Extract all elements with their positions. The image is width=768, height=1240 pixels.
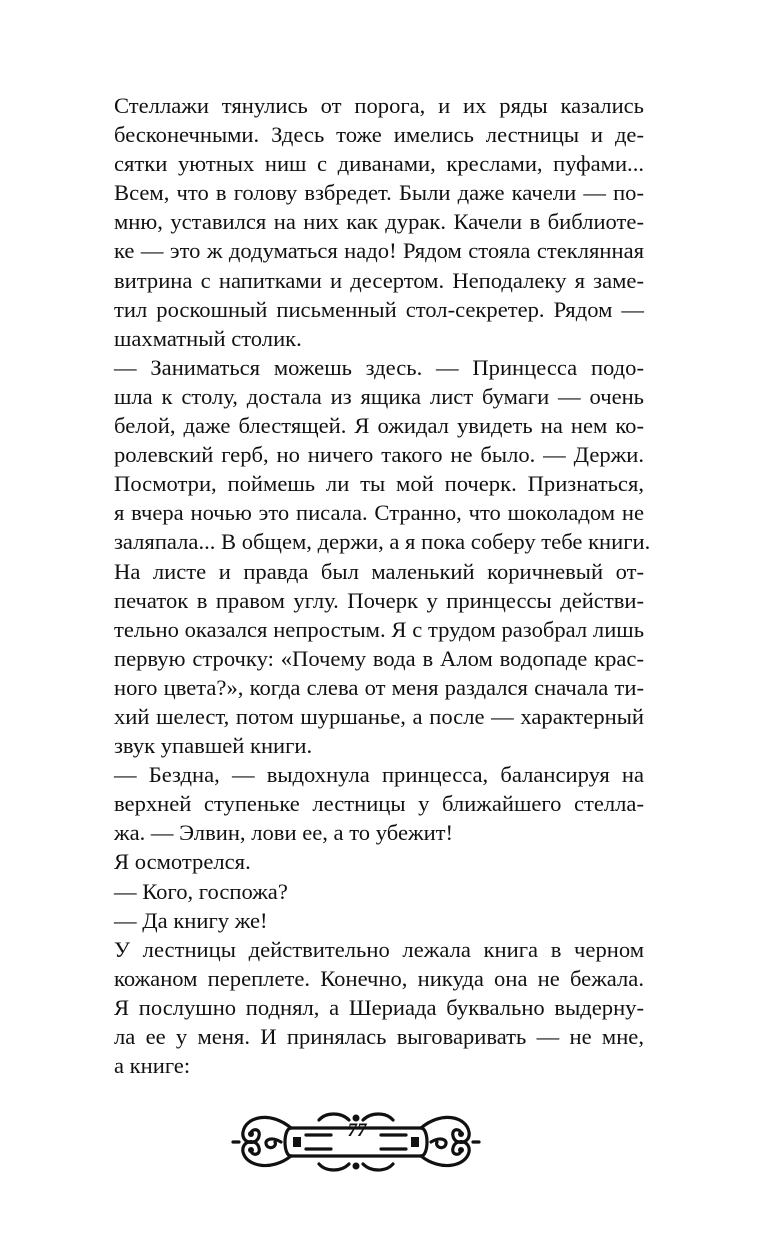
text-line: ке — это ж додуматься надо! Рядом стояла стеклянная xyxy=(114,238,644,264)
text-line: ла ее у меня. И принялась выговаривать — не мне, xyxy=(114,1024,644,1049)
text-line: Я послушно поднял, а Шериада буквально выдерну- xyxy=(114,994,644,1020)
text-line: печаток в правом углу. Почерк у принцессы действи- xyxy=(114,587,644,613)
text-line: тил роскошный письменный стол-секретер. Рядом — xyxy=(114,296,644,322)
paragraph-first-line: Я осмотрелся. xyxy=(114,849,251,875)
text-line: хий шелест, потом шуршанье, а после — характерный xyxy=(114,703,644,729)
text-line: ного цвета?», когда слева от меня раздался сначала ти- xyxy=(114,674,644,700)
text-line: звук упавшей книги. xyxy=(114,733,313,759)
text-line: шла к столу, достала из ящика лист бумаги — очень xyxy=(114,383,644,409)
paragraph-first-line: Стеллажи тянулись от порога, и их ряды казались xyxy=(114,93,644,118)
text-line: белой, даже блестящей. Я ожидал увидеть на нем ко- xyxy=(114,413,644,439)
paragraph-first-line: — Кого, госпожа? xyxy=(114,878,288,904)
page-number: 77 xyxy=(347,1120,367,1141)
text-line: жа. — Элвин, лови ее, а то убежит! xyxy=(114,820,454,846)
text-line: сятки уютных ниш с диванами, креслами, пуфами... xyxy=(114,151,644,177)
text-line: мню, уставился на них как дурак. Качели в библиоте- xyxy=(114,209,644,235)
paragraph-first-line: У лестницы действительно лежала книга в черном xyxy=(114,936,644,962)
paragraph-first-line: — Да книгу же! xyxy=(114,907,268,933)
text-line: верхней ступеньке лестницы у ближайшего стелла- xyxy=(114,791,644,817)
text-line: заляпала... В общем, держи, а я пока соберу тебе книги. xyxy=(114,529,651,555)
text-line: тельно оказался непростым. Я с трудом разобрал лишь xyxy=(114,616,644,642)
text-line: витрина с напитками и десертом. Неподалеку я заме- xyxy=(114,267,644,293)
text-line: ролевский герб, но ничего такого не было. — Держи. xyxy=(114,442,644,468)
text-line: а книге: xyxy=(114,1053,191,1079)
page-body-text xyxy=(114,91,651,1080)
text-line: Посмотри, поймешь ли ты мой почерк. Признаться, xyxy=(114,471,644,497)
paragraph-first-line: — Заниматься можешь здесь. — Принцесса подо- xyxy=(114,354,644,380)
paragraph-first-line: — Бездна, — выдохнула принцесса, балансируя на xyxy=(114,762,644,788)
text-line: первую строчку: «Почему вода в Алом водопаде крас- xyxy=(114,645,644,671)
text-line: шахматный столик. xyxy=(114,325,302,351)
text-line: я вчера ночью это писала. Странно, что шоколадом не xyxy=(114,500,644,526)
text-line: Всем, что в голову взбредет. Были даже качели — по- xyxy=(114,180,644,206)
paragraph-first-line: На листе и правда был маленький коричневый от- xyxy=(114,558,644,584)
text-line: бесконечными. Здесь тоже имелись лестницы и де- xyxy=(114,122,644,148)
text-line: кожаном переплете. Конечно, никуда она не бежала. xyxy=(114,965,644,991)
